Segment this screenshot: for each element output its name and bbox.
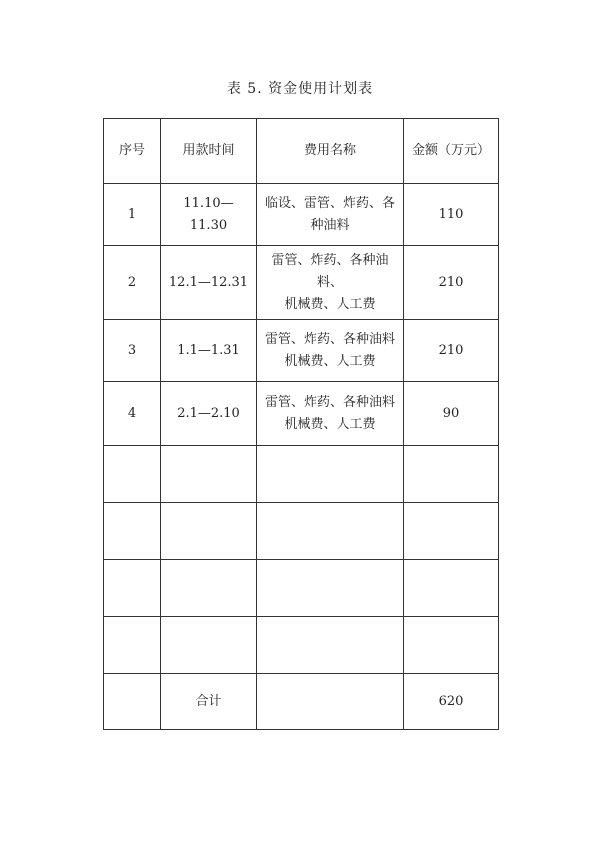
empty-cell bbox=[404, 503, 499, 560]
header-time: 用款时间 bbox=[161, 119, 257, 184]
fee-line-1: 雷管、炸药、各种油料 bbox=[264, 394, 395, 410]
row-time: 12.1—12.31 bbox=[161, 246, 257, 320]
table-row bbox=[104, 382, 499, 446]
row-no: 2 bbox=[104, 246, 161, 320]
row-time: 2.1—2.10 bbox=[161, 382, 257, 446]
table-row bbox=[104, 246, 499, 320]
fee-line-1: 雷管、炸药、各种油料 bbox=[264, 331, 395, 347]
total-amount: 620 bbox=[404, 674, 499, 730]
header-amount: 金额（万元） bbox=[404, 119, 499, 184]
empty-cell bbox=[257, 560, 404, 617]
empty-cell bbox=[404, 617, 499, 674]
fee-line-1: 雷管、炸药、各种油料、 bbox=[271, 252, 389, 290]
fee-line-1: 临设、雷管、炸药、各 bbox=[264, 195, 395, 211]
row-amount: 210 bbox=[404, 320, 499, 382]
empty-cell bbox=[104, 617, 161, 674]
empty-cell bbox=[104, 674, 161, 730]
empty-cell bbox=[257, 674, 404, 730]
row-time: 1.1—1.31 bbox=[161, 320, 257, 382]
row-amount: 210 bbox=[404, 246, 499, 320]
header-fee-name: 费用名称 bbox=[257, 119, 404, 184]
empty-cell bbox=[257, 617, 404, 674]
header-no: 序号 bbox=[104, 119, 161, 184]
empty-cell bbox=[104, 503, 161, 560]
empty-cell bbox=[161, 617, 257, 674]
row-no: 1 bbox=[104, 184, 161, 246]
empty-cell bbox=[257, 503, 404, 560]
row-no: 3 bbox=[104, 320, 161, 382]
row-amount: 90 bbox=[404, 382, 499, 446]
empty-row bbox=[104, 503, 499, 560]
empty-cell bbox=[257, 446, 404, 503]
empty-cell bbox=[104, 560, 161, 617]
row-fee-name bbox=[257, 320, 404, 382]
row-fee-name bbox=[257, 382, 404, 446]
row-amount: 110 bbox=[404, 184, 499, 246]
total-label: 合计 bbox=[161, 674, 257, 730]
row-fee-name bbox=[257, 246, 404, 320]
empty-cell bbox=[404, 560, 499, 617]
row-time: 11.10—11.30 bbox=[161, 184, 257, 246]
empty-cell bbox=[161, 503, 257, 560]
table-title: 表 5. 资金使用计划表 bbox=[226, 81, 374, 97]
fee-line-2: 机械费、人工费 bbox=[284, 296, 376, 312]
fee-line-2: 种油料 bbox=[310, 217, 350, 233]
empty-cell bbox=[104, 446, 161, 503]
empty-row bbox=[104, 446, 499, 503]
fee-line-2: 机械费、人工费 bbox=[284, 353, 376, 369]
row-no: 4 bbox=[104, 382, 161, 446]
empty-cell bbox=[404, 446, 499, 503]
table-row bbox=[104, 184, 499, 246]
table-row bbox=[104, 320, 499, 382]
empty-row bbox=[104, 617, 499, 674]
empty-cell bbox=[161, 560, 257, 617]
empty-cell bbox=[161, 446, 257, 503]
fund-plan-table bbox=[103, 118, 499, 730]
fee-line-2: 机械费、人工费 bbox=[284, 416, 376, 432]
row-fee-name bbox=[257, 184, 404, 246]
empty-row bbox=[104, 560, 499, 617]
total-row bbox=[104, 674, 499, 730]
table-header-row bbox=[104, 119, 499, 184]
